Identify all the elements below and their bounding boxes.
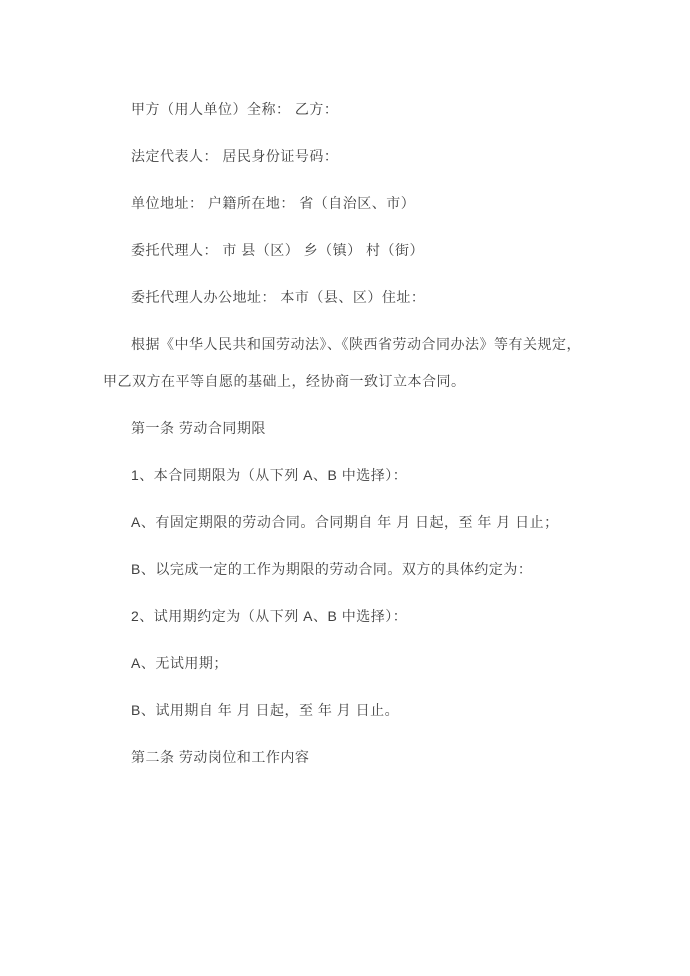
clause-2-probation-line: 2、试用期约定为（从下列 A、B 中选择）： [131, 608, 408, 624]
entrusted-agent-line: 委托代理人： 市 县（区） 乡（镇） 村（街） [131, 242, 425, 258]
legal-representative-line: 法定代表人： 居民身份证号码： [131, 148, 339, 164]
contract-body [103, 91, 587, 776]
clause-1-option-b-line: B、以完成一定的工作为期限的劳动合同。双方的具体约定为： [131, 561, 533, 577]
clause-2-option-b-line: B、试用期自 年 月 日起，至 年 月 日止。 [131, 702, 400, 718]
party-a-name-line: 甲方（用人单位）全称： 乙方： [131, 101, 339, 117]
clause-1-option-a-line: A、有固定期限的劳动合同。合同期自 年 月 日起，至 年 月 日止； [131, 514, 559, 530]
clause-1-term-line: 1、本合同期限为（从下列 A、B 中选择）： [131, 467, 408, 483]
preamble-paragraph: 根据《中华人民共和国劳动法》、《陕西省劳动合同办法》等有关规定，甲乙双方在平等自愿的基础上，经协商一致订立本合同。 [103, 336, 581, 389]
clause-2-option-a-line: A、无试用期； [131, 655, 228, 671]
agent-office-address-line: 委托代理人办公地址： 本市（县、区）住址： [131, 289, 426, 305]
article-2-heading: 第二条 劳动岗位和工作内容 [131, 749, 310, 765]
company-address-line: 单位地址： 户籍所在地： 省（自治区、市） [131, 195, 416, 211]
article-1-heading: 第一条 劳动合同期限 [131, 420, 266, 436]
